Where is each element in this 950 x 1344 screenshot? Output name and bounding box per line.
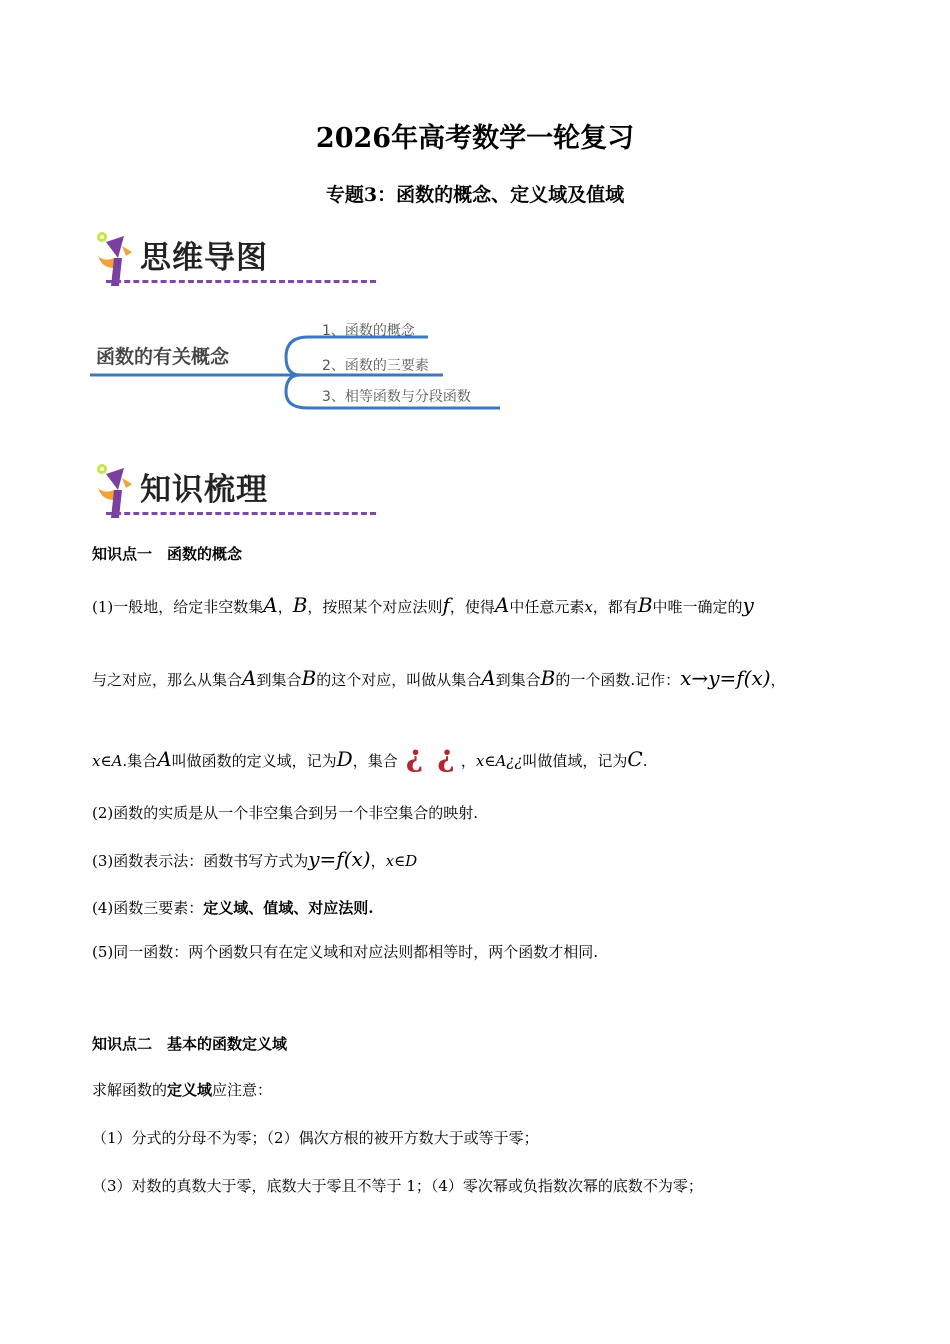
knowledge-banner [92,460,292,524]
section1-paragraph-1: (1)一般地，给定非空数集A，B，按照某个对应法则f，使得A中任意元素x，都有B中唯一确定的y [92,593,754,617]
garbled-glyph: ¿ [405,739,424,774]
section2-rule-2: （3）对数的真数大于零，底数大于零且不等于 1；（4）零次幂或负指数次幂的底数不为零； [92,1177,703,1195]
section1-paragraph-5: (3)函数表示法：函数书写方式为y=f(x)，x∈D [92,847,418,871]
mindmap-banner [92,228,292,292]
section2-intro: 求解函数的定义域应注意： [92,1081,273,1099]
section1-paragraph-4: (2)函数的实质是从一个非空集合到另一个非空集合的映射. [92,804,479,822]
mindmap-node-1: 1、函数的概念 [322,323,415,339]
document-subtitle: 专题3：函数的概念、定义域及值域 [325,184,625,206]
mindmap-root: 函数的有关概念 [96,346,230,368]
section1-paragraph-7: (5)同一函数：两个函数只有在定义域和对应法则都相等时，两个函数才相同. [92,943,599,961]
banner-divider [106,512,376,515]
garbled-glyph: ¿ [437,739,455,774]
section2-heading: 知识点二 基本的函数定义域 [92,1035,288,1053]
banner-divider [106,280,376,283]
mindmap-node-3: 3、相等函数与分段函数 [322,389,471,405]
section1-paragraph-6: (4)函数三要素：定义域、值域、对应法则. [92,899,374,917]
document-title: 2026年高考数学一轮复习 [315,123,635,154]
knowledge-banner-title: 知识梳理 [140,472,268,508]
section2-rule-1: （1）分式的分母不为零；（2）偶次方根的被开方数大于或等于零； [92,1129,539,1147]
function-notation: y=f(x) [308,847,371,871]
mindmap-banner-title: 思维导图 [140,240,268,276]
mindmap-node-2: 2、函数的三要素 [322,358,429,374]
mapping-formula: x→y=f(x) [680,666,771,690]
section1-paragraph-2: 与之对应，那么从集合A到集合B的这个对应，叫做从集合A到集合B的一个函数.记作：x→y=f(x)， [92,666,786,690]
section1-paragraph-3: x∈A.集合A叫做函数的定义域，记为D，集合 ¿ ¿ ，x∈A¿¿叫做值域，记为C. [92,739,648,774]
section1-heading: 知识点一 函数的概念 [92,545,243,563]
